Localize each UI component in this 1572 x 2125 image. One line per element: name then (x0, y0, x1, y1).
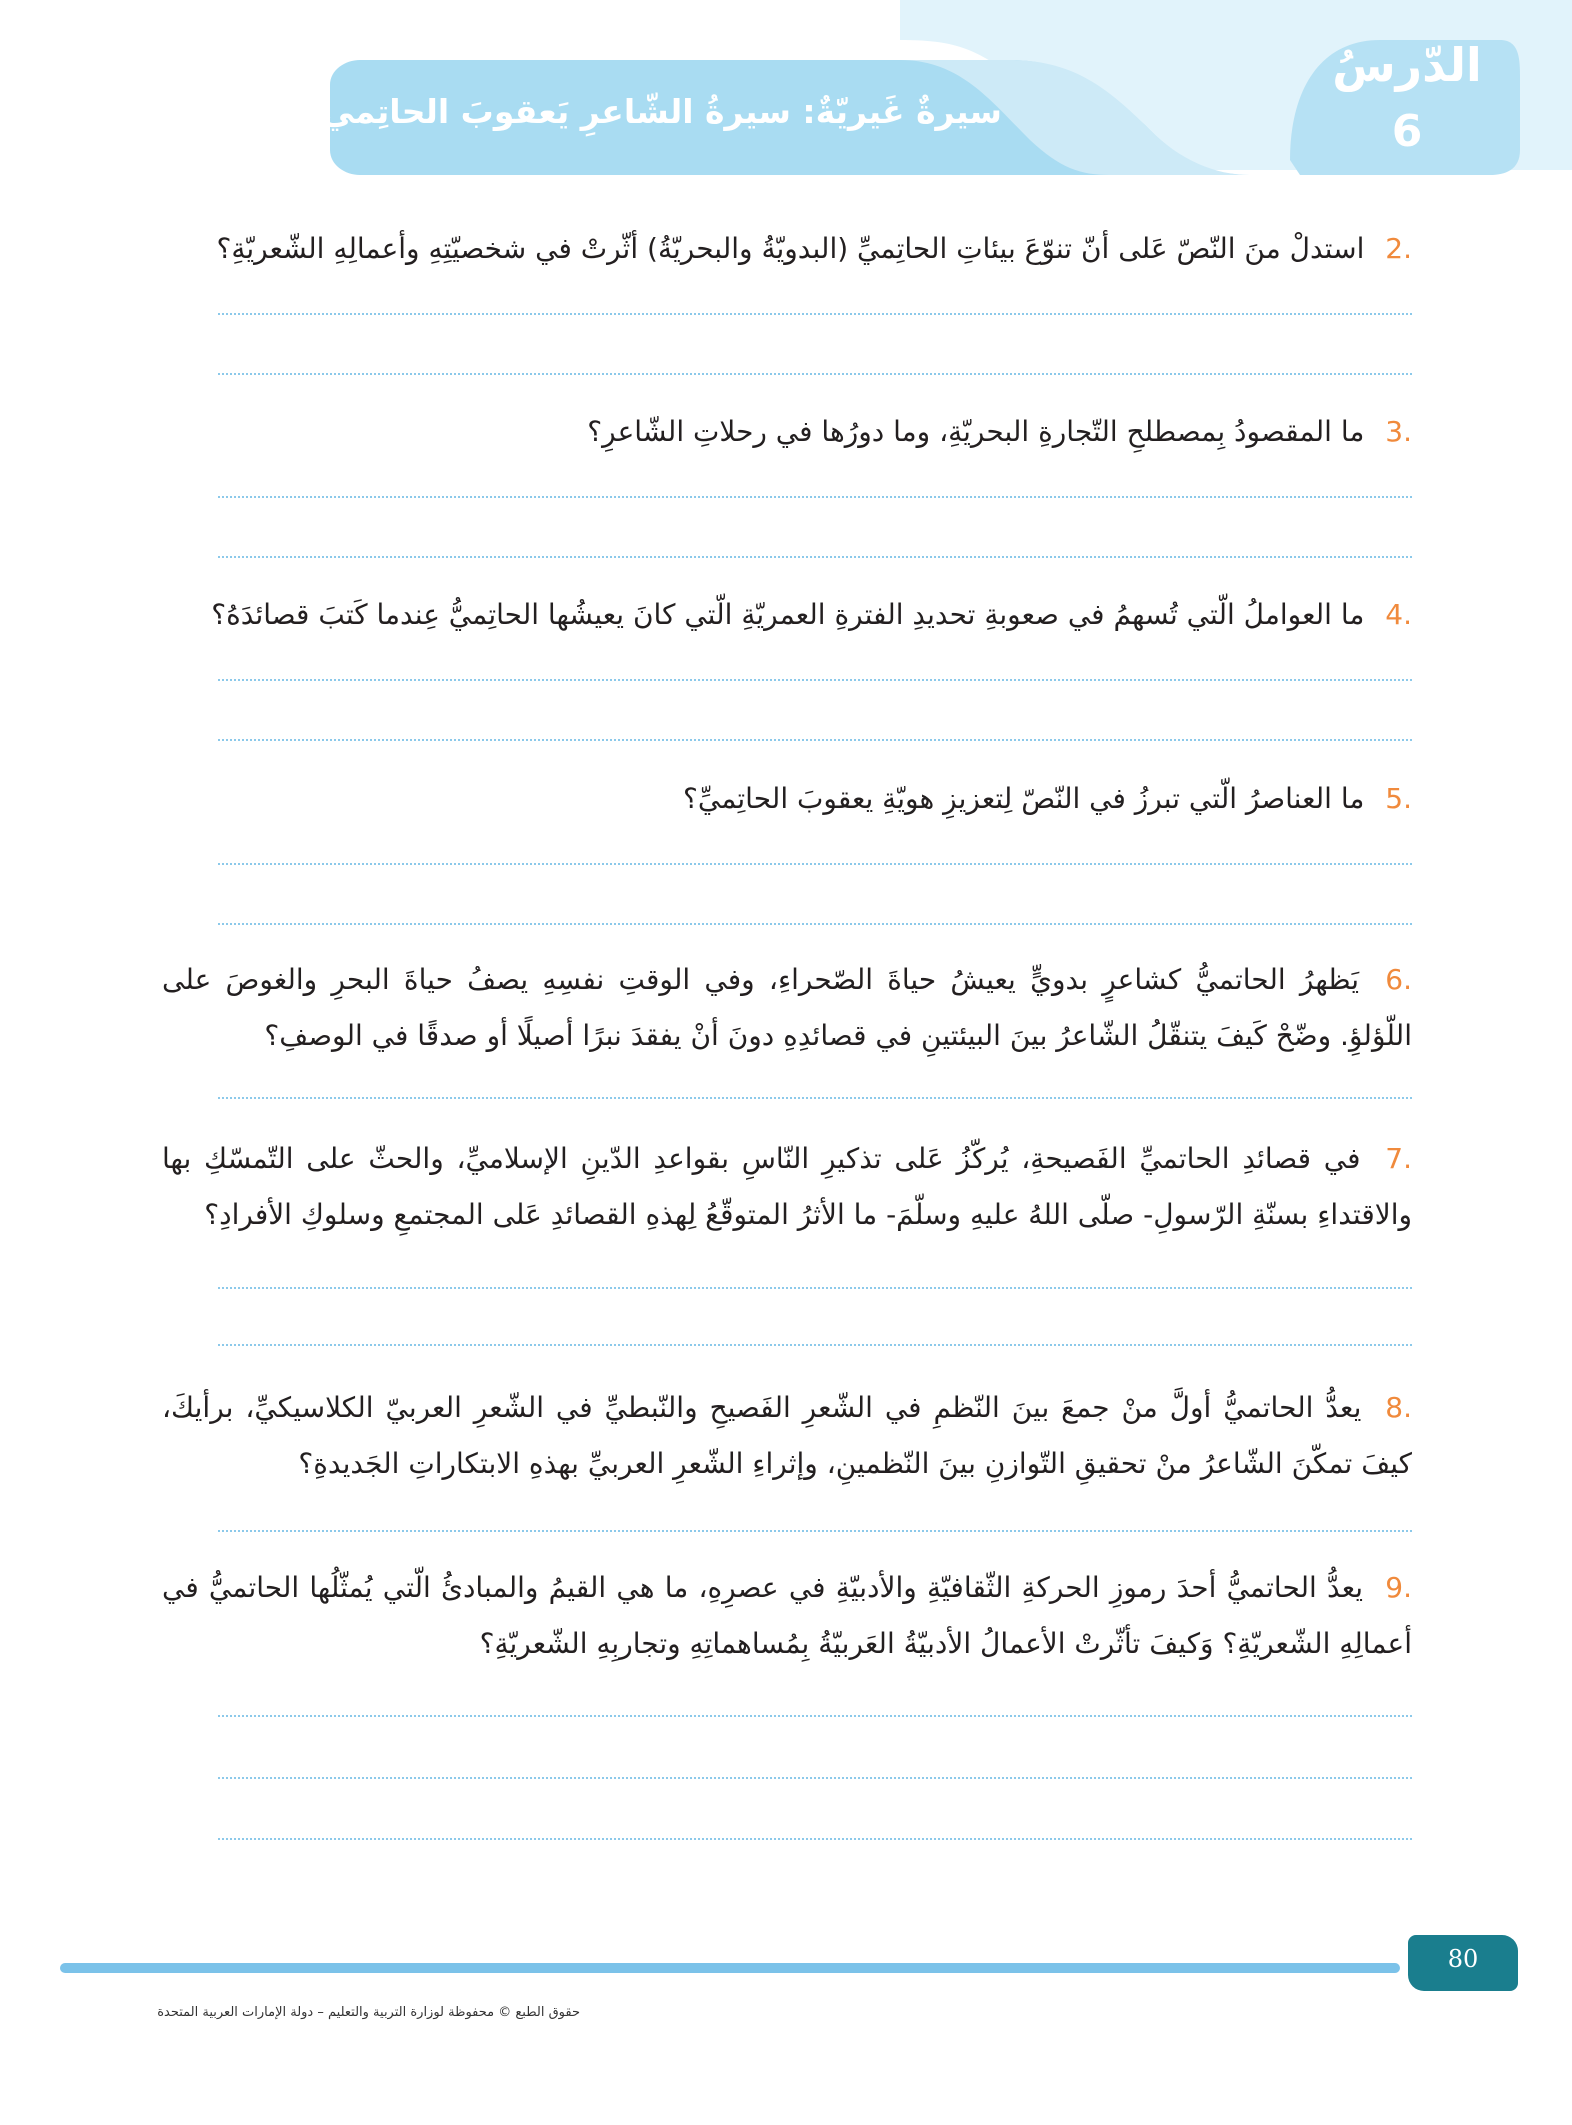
answer-line[interactable] (218, 739, 1412, 741)
lesson-number: 6 (1391, 106, 1423, 157)
question-text: ما العناصرُ الّتي تبرزُ في النّصّ لِتعزيزِ هويّةِ يعقوبَ الحاتِميِّ؟ (683, 782, 1365, 815)
question-number: .7 (1385, 1142, 1412, 1175)
answer-line[interactable] (218, 1838, 1412, 1840)
question-9 (162, 1560, 1412, 1672)
question-text: يعدُّ الحاتميُّ أحدَ رموزِ الحركةِ الثّقافيّةِ والأدبيّةِ في عصرِهِ، ما هي القيمُ والمبادئُ الّتي يُمثّلُها الحاتميُّ في أعمالِهِ الشّعريّةِ؟ وَكيفَ تأثّرتْ الأعمالُ الأدبيّةُ العَربيّةُ بِمُساهماتِهِ وتجاربِهِ الشّعريّةِ؟ (162, 1571, 1412, 1660)
question-number: .8 (1385, 1391, 1412, 1424)
question-text: ما المقصودُ بِمصطلحِ التّجارةِ البحريّةِ، وما دورُها في رحلاتِ الشّاعرِ؟ (587, 415, 1365, 448)
footer-bar (60, 1963, 1400, 1973)
answer-line[interactable] (218, 496, 1412, 498)
answer-line[interactable] (218, 679, 1412, 681)
answer-line[interactable] (218, 1344, 1412, 1346)
question-text: يعدُّ الحاتميُّ أولَّ منْ جمعَ بينَ النّظمِ في الشّعرِ الفَصيحِ والنّبطيِّ في الشّعرِ العربيّ الكلاسيكيِّ، برأيكَ، كيفَ تمكّنَ الشّاعرُ منْ تحقيقِ التّوازنِ بينَ النّظمينِ، وإثراءِ الشّعرِ العربيِّ بهذهِ الابتكاراتِ الجَديدةِ؟ (162, 1391, 1412, 1480)
answer-line[interactable] (218, 556, 1412, 558)
copyright-notice: حقوق الطبع © محفوظة لوزارة التربية والتعليم – دولة الإمارات العربية المتحدة (157, 2005, 580, 2020)
answer-line[interactable] (218, 313, 1412, 315)
question-number: .4 (1385, 598, 1412, 631)
question-text: استدلْ منَ النّصّ عَلى أنّ تنوّعَ بيئاتِ الحاتِميِّ (البدويّةُ والبحريّةُ) أثّرتْ في شخصيّتِهِ وأعمالِهِ الشّعريّةِ؟ (216, 232, 1365, 265)
question-number: .9 (1385, 1571, 1412, 1604)
question-text: ما العواملُ الّتي تُسهمُ في صعوبةِ تحديدِ الفترةِ العمريّةِ الّتي كانَ يعيشُها الحاتِميُّ عِندما كَتبَ قصائدَهُ؟ (211, 598, 1365, 631)
answer-line[interactable] (218, 863, 1412, 865)
question-text: في قصائدِ الحاتميِّ الفَصيحةِ، يُركّزُ عَلى تذكيرِ النّاسِ بقواعدِ الدّينِ الإسلاميِّ، والحثّ على التّمسّكِ بها والاقتداءِ بسنّةِ الرّسولِ- صلّى اللهُ عليهِ وسلّمَ- ما الأثرُ المتوقّعُ لِهذهِ القصائدِ عَلى المجتمعِ وسلوكِ الأفرادِ؟ (162, 1142, 1412, 1231)
question-7 (162, 1131, 1412, 1243)
answer-line[interactable] (218, 1097, 1412, 1099)
question-number: .5 (1385, 782, 1412, 815)
question-8 (162, 1380, 1412, 1492)
question-3 (162, 404, 1412, 460)
question-text: يَظهرُ الحاتميُّ كشاعرٍ بدويٍّ يعيشُ حياةَ الصّحراءِ، وفي الوقتِ نفسِهِ يصفُ حياةَ البحرِ والغوصَ على اللّؤلؤِ. وضّحْ كَيفَ يتنقّلُ الشّاعرُ بينَ البيئتينِ في قصائدِهِ دونَ أنْ يفقدَ نبرًا أصيلًا أو صدقًا في الوصفِ؟ (162, 963, 1412, 1052)
question-5 (162, 771, 1412, 827)
answer-line[interactable] (218, 923, 1412, 925)
lesson-title: سيرةٌ غَيريّةٌ: سيرةُ الشّاعرِ يَعقوبَ الحاتِمي (321, 92, 1002, 131)
question-4 (162, 587, 1412, 643)
lesson-header (0, 0, 1572, 190)
question-number: .2 (1385, 232, 1412, 265)
question-number: .3 (1385, 415, 1412, 448)
lesson-label: الدّرسُ (1332, 38, 1482, 92)
page-number: 80 (1447, 1945, 1479, 1973)
answer-line[interactable] (218, 1777, 1412, 1779)
answer-line[interactable] (218, 1287, 1412, 1289)
answer-line[interactable] (218, 1530, 1412, 1532)
question-6 (162, 952, 1412, 1064)
answer-line[interactable] (218, 1715, 1412, 1717)
question-2 (162, 221, 1412, 277)
answer-line[interactable] (218, 373, 1412, 375)
question-number: .6 (1385, 963, 1412, 996)
